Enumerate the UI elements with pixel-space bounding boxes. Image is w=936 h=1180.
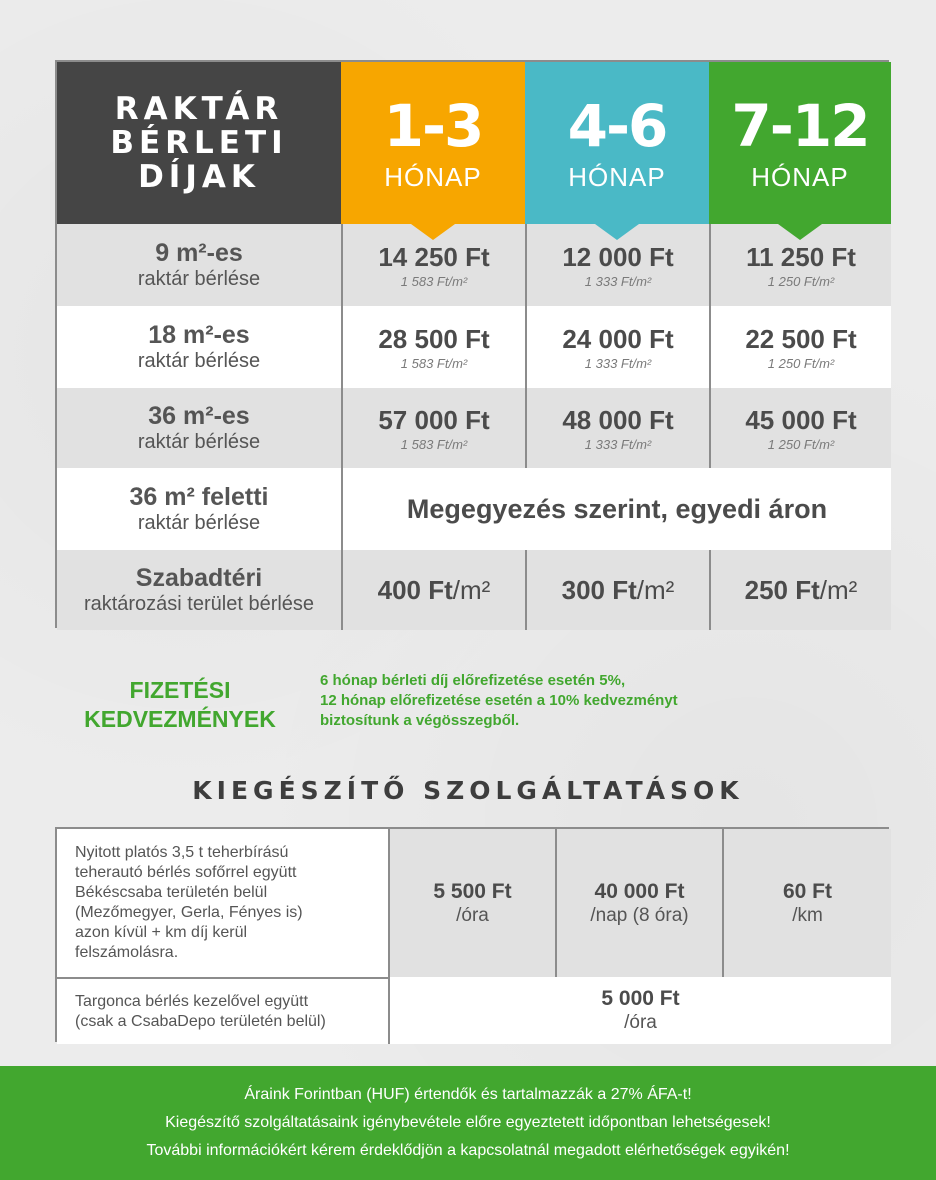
discount-title-line: FIZETÉSI bbox=[129, 677, 231, 703]
open-air-unit: /m² bbox=[819, 574, 858, 605]
footer-line: Áraink Forintban (HUF) értendők és tartalmazzák a 27% ÁFA-t! bbox=[244, 1086, 692, 1103]
price-cell bbox=[341, 550, 525, 630]
truck-price-cell bbox=[388, 829, 555, 977]
size-label: 36 m² feletti bbox=[129, 483, 269, 511]
price-table bbox=[55, 60, 889, 628]
unit-price: 1 250 Ft/m² bbox=[767, 273, 835, 289]
price-cell bbox=[525, 388, 709, 468]
unit-price: 1 250 Ft/m² bbox=[767, 436, 835, 452]
truck-price: 5 500 Ft bbox=[433, 879, 512, 903]
open-air-amount: 400 Ft bbox=[377, 574, 453, 605]
truck-unit: /nap (8 óra) bbox=[590, 904, 689, 926]
unit-price: 1 333 Ft/m² bbox=[584, 436, 652, 452]
row-label bbox=[57, 388, 341, 468]
row-label bbox=[57, 224, 341, 306]
open-air-unit: /m² bbox=[636, 574, 675, 605]
unit-price: 1 333 Ft/m² bbox=[584, 273, 652, 289]
truck-price-cell bbox=[722, 829, 891, 977]
monthly-price: 12 000 Ft bbox=[562, 241, 674, 272]
monthly-price: 28 500 Ft bbox=[378, 323, 490, 354]
period-range: 4-6 bbox=[567, 92, 667, 160]
price-cell bbox=[709, 388, 891, 468]
footer-notes bbox=[0, 1066, 936, 1180]
monthly-price: 11 250 Ft bbox=[746, 241, 856, 272]
forklift-price: 5 000 Ft bbox=[601, 987, 680, 1010]
description-line: teherautó bérlés sofőrrel együtt bbox=[75, 864, 297, 881]
period-header-4-6 bbox=[525, 62, 709, 224]
period-range: 7-12 bbox=[731, 92, 869, 160]
price-cell bbox=[525, 550, 709, 630]
size-label: 9 m²-es bbox=[155, 239, 243, 267]
size-sublabel: raktár bérlése bbox=[137, 350, 261, 372]
period-header-1-3 bbox=[341, 62, 525, 224]
description-line: Targonca bérlés kezelővel együtt bbox=[75, 992, 309, 1010]
price-cell bbox=[341, 306, 525, 388]
table-title-line: DÍJAK bbox=[138, 159, 260, 195]
table-title-line: RAKTÁR bbox=[114, 91, 284, 127]
discount-title-line: KEDVEZMÉNYEK bbox=[84, 706, 276, 732]
unit-price: 1 250 Ft/m² bbox=[767, 355, 835, 371]
monthly-price: 14 250 Ft bbox=[378, 241, 490, 272]
truck-unit: /óra bbox=[456, 904, 489, 926]
truck-unit: /km bbox=[792, 904, 823, 926]
truck-price: 40 000 Ft bbox=[594, 879, 685, 903]
row-label bbox=[57, 550, 341, 630]
period-range: 1-3 bbox=[383, 92, 483, 160]
extras-title: KIEGÉSZÍTŐ SZOLGÁLTATÁSOK bbox=[192, 776, 744, 805]
monthly-price: 48 000 Ft bbox=[562, 404, 674, 435]
extras-table bbox=[55, 827, 889, 1042]
monthly-price: 45 000 Ft bbox=[745, 404, 857, 435]
discount-text-line: biztosítunk a végösszegből. bbox=[320, 712, 520, 729]
price-cell bbox=[709, 306, 891, 388]
discount-text-line: 6 hónap bérleti díj előrefizetése esetén 5%, bbox=[320, 672, 626, 689]
open-air-price bbox=[378, 575, 491, 606]
forklift-price-cell bbox=[388, 977, 891, 1044]
size-sublabel: raktár bérlése bbox=[137, 431, 261, 453]
negotiated-price-cell bbox=[341, 468, 891, 550]
forklift-unit: /óra bbox=[624, 1012, 657, 1033]
open-air-amount: 250 Ft bbox=[744, 574, 820, 605]
period-header-7-12 bbox=[709, 62, 891, 224]
unit-price: 1 333 Ft/m² bbox=[584, 355, 652, 371]
unit-price: 1 583 Ft/m² bbox=[400, 355, 468, 371]
description-line: (Mezőmegyer, Gerla, Fényes is) bbox=[75, 904, 303, 921]
discount-text bbox=[320, 671, 820, 731]
truck-price: 60 Ft bbox=[782, 879, 832, 903]
truck-price-cell bbox=[555, 829, 722, 977]
open-air-label: Szabadtéri bbox=[135, 564, 263, 592]
period-unit: HÓNAP bbox=[384, 162, 482, 192]
size-label: 36 m²-es bbox=[148, 402, 250, 430]
footer-line: Kiegészítő szolgáltatásaink igénybevétele előre egyeztetett időpontban lehetségesek! bbox=[165, 1114, 771, 1131]
unit-price: 1 583 Ft/m² bbox=[400, 273, 468, 289]
price-cell bbox=[525, 306, 709, 388]
open-air-unit: /m² bbox=[452, 574, 491, 605]
unit-price: 1 583 Ft/m² bbox=[400, 436, 468, 452]
forklift-description bbox=[57, 977, 388, 1044]
discount-title bbox=[60, 676, 300, 734]
monthly-price: 57 000 Ft bbox=[378, 404, 490, 435]
description-line: (csak a CsabaDepo területén belül) bbox=[75, 1012, 326, 1030]
size-sublabel: raktár bérlése bbox=[137, 512, 261, 534]
open-air-amount: 300 Ft bbox=[561, 574, 637, 605]
description-line: Nyitott platós 3,5 t teherbírású bbox=[75, 844, 289, 861]
price-cell bbox=[709, 550, 891, 630]
open-air-price bbox=[562, 575, 675, 606]
monthly-price: 22 500 Ft bbox=[745, 323, 857, 354]
open-air-price bbox=[745, 575, 858, 606]
row-label bbox=[57, 468, 341, 550]
open-air-sublabel: raktározási terület bérlése bbox=[83, 593, 315, 615]
footer-line: További információkért kérem érdeklődjön a kapcsolatnál megadott elérhetőségek egyikén! bbox=[146, 1142, 790, 1159]
monthly-price: 24 000 Ft bbox=[562, 323, 674, 354]
period-unit: HÓNAP bbox=[568, 162, 666, 192]
description-line: felszámolásra. bbox=[75, 944, 179, 961]
period-unit: HÓNAP bbox=[751, 162, 849, 192]
negotiated-text: Megegyezés szerint, egyedi áron bbox=[406, 493, 828, 524]
size-sublabel: raktár bérlése bbox=[137, 268, 261, 290]
table-title-line: BÉRLETI bbox=[110, 125, 288, 161]
table-title bbox=[57, 62, 341, 224]
row-label bbox=[57, 306, 341, 388]
discount-text-line: 12 hónap előrefizetése esetén a 10% kedvezményt bbox=[320, 692, 678, 709]
price-cell bbox=[341, 388, 525, 468]
description-line: Békéscsaba területén belül bbox=[75, 884, 268, 901]
truck-description bbox=[57, 829, 388, 977]
description-line: azon kívül + km díj kerül bbox=[75, 924, 248, 941]
size-label: 18 m²-es bbox=[148, 321, 250, 349]
